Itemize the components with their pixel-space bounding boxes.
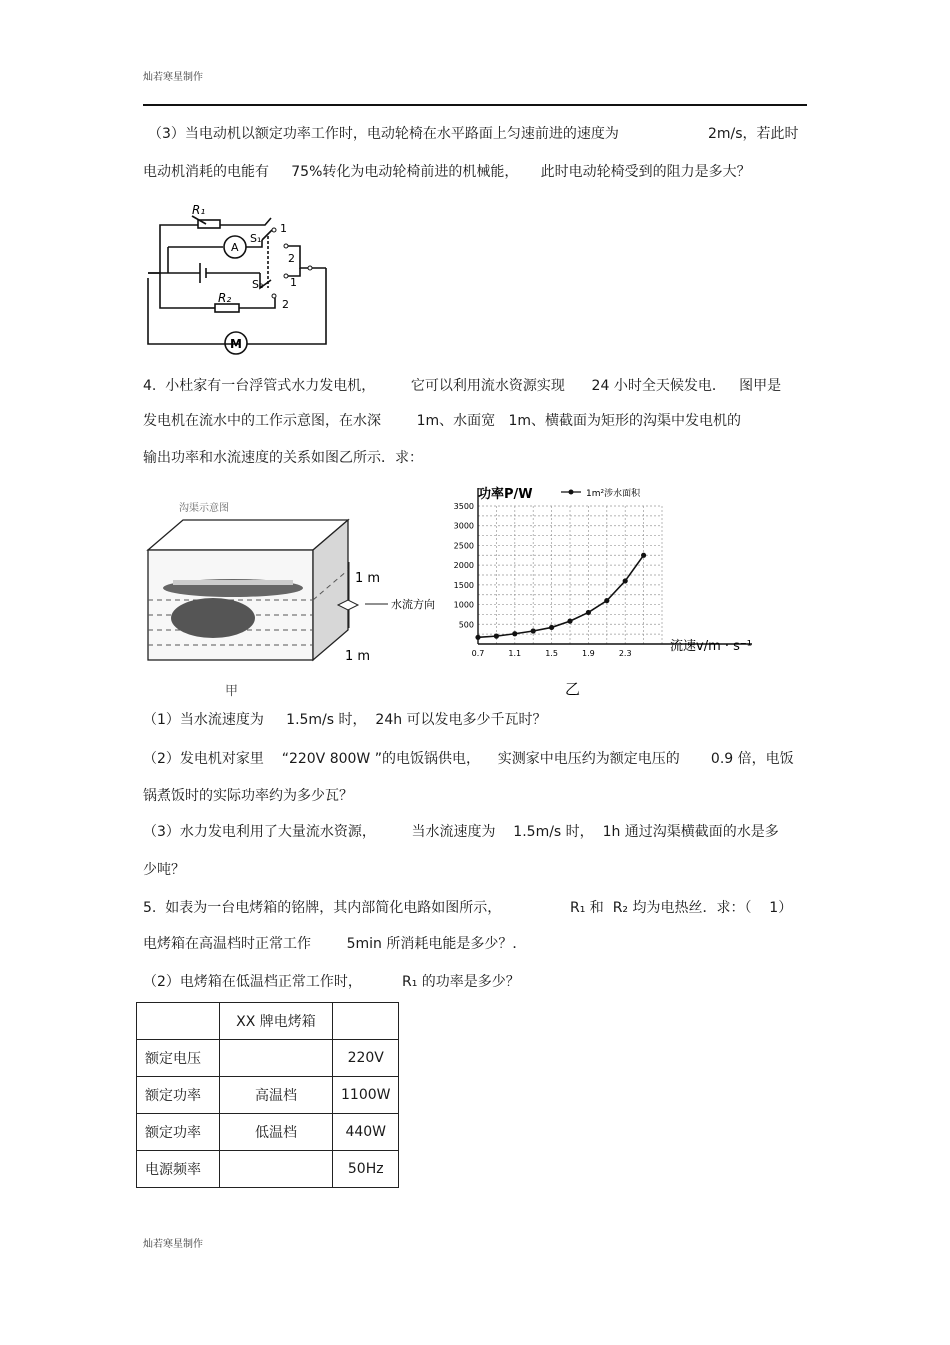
y-tick-label: 500 bbox=[458, 620, 474, 630]
table-row: 电源频率 50Hz bbox=[137, 1151, 399, 1188]
q5-line1b: R₁ 和 R₂ 均为电热丝．求：（ 1） bbox=[570, 900, 793, 916]
data-point bbox=[567, 619, 572, 624]
chart-caption: 乙 bbox=[565, 680, 581, 698]
figure-jia-caption: 甲 bbox=[225, 684, 239, 699]
page-header: 灿若寒星制作 bbox=[143, 72, 203, 83]
table-header-row bbox=[137, 1003, 399, 1040]
table-title: XX 牌电烤箱 bbox=[220, 1003, 333, 1040]
table-row: 额定功率 低温档 440W bbox=[137, 1114, 399, 1151]
data-point bbox=[549, 625, 554, 630]
label-pos-1b: 1 bbox=[290, 276, 297, 289]
q5-line2: 电烤箱在高温档时正常工作 5min 所消耗电能是多少？． bbox=[143, 936, 527, 952]
flow-label: 水流方向 bbox=[391, 598, 435, 611]
label-r2: R₂ bbox=[218, 291, 232, 305]
q4-sub1: （1）当水流速度为 1.5m/s 时， 24h 可以发电多少千瓦时？ bbox=[143, 712, 547, 728]
q3-line2: 电动机消耗的电能有 75%转化为电动轮椅前进的机械能， 此时电动轮椅受到的阻力是多大？ bbox=[143, 164, 751, 180]
series-line bbox=[478, 555, 644, 637]
depth-label: 1 m bbox=[355, 571, 381, 586]
x-tick-label: 1.9 bbox=[582, 649, 595, 658]
y-tick-label: 1500 bbox=[453, 580, 474, 590]
x-tick-label: 1.1 bbox=[508, 649, 522, 658]
y-tick-label: 3500 bbox=[453, 502, 474, 511]
label-pos-2c: 2 bbox=[282, 298, 289, 311]
label-pos-2a: 2 bbox=[288, 252, 295, 265]
q5-line3a: （2）电烤箱在低温档正常工作时， bbox=[143, 974, 362, 990]
table-row: 额定功率 高温档 1100W bbox=[137, 1077, 399, 1114]
power-chart bbox=[440, 484, 770, 700]
table-row: 额定电压 220V bbox=[137, 1040, 399, 1077]
y-tick-label: 1000 bbox=[453, 600, 474, 610]
label-s1: S₁ bbox=[250, 232, 262, 245]
label-r1: R₁ bbox=[192, 203, 206, 217]
q4-line3: 输出功率和水流速度的关系如图乙所示．求： bbox=[143, 450, 423, 466]
y-tick-label: 2000 bbox=[453, 561, 474, 571]
legend-label: 1m²涉水面积 bbox=[586, 489, 641, 499]
q3-line1-value: 2m/s，若此时 bbox=[708, 126, 799, 142]
q5-line1a: 5. 如表为一台电烤箱的铭牌，其内部简化电路如图所示， bbox=[143, 900, 502, 916]
nameplate-table bbox=[136, 1002, 399, 1188]
label-motor: M bbox=[230, 337, 242, 351]
data-point bbox=[641, 553, 646, 558]
chart-ylabel: 功率P/W bbox=[478, 487, 533, 502]
q4-sub3-line2: 少吨？ bbox=[143, 862, 185, 878]
data-point bbox=[494, 634, 499, 639]
x-tick-label: 0.7 bbox=[471, 649, 485, 658]
legend-marker bbox=[569, 490, 574, 495]
q5-line3b: R₁ 的功率是多少？ bbox=[402, 974, 520, 990]
resistor-r2 bbox=[215, 304, 239, 312]
data-point bbox=[531, 628, 536, 633]
page-footer: 灿若寒星制作 bbox=[143, 1239, 203, 1250]
figure-channel bbox=[143, 490, 443, 700]
label-s2: S₂ bbox=[252, 278, 264, 291]
chart-axes bbox=[478, 488, 752, 644]
data-point bbox=[586, 610, 591, 615]
y-tick-label: 3000 bbox=[453, 521, 474, 531]
data-point bbox=[604, 598, 609, 603]
q4-line1: 4. 小杜家有一台浮管式水力发电机， 它可以利用流水资源实现 24 小时全天候发电． 图甲是 bbox=[143, 378, 782, 394]
header-divider bbox=[143, 104, 807, 106]
y-tick-label: 2500 bbox=[453, 541, 474, 551]
data-point bbox=[623, 578, 628, 583]
x-tick-label: 1.5 bbox=[545, 649, 558, 658]
width-label: 1 m bbox=[345, 649, 371, 664]
chart-xlabel: 流速v/m · s⁻¹ bbox=[670, 639, 752, 654]
label-ammeter: A bbox=[231, 241, 239, 254]
circuit-diagram bbox=[140, 198, 340, 358]
series-points bbox=[475, 553, 646, 640]
x-tick-label: 2.3 bbox=[618, 649, 632, 658]
q4-sub3-line1: （3）水力发电利用了大量流水资源， 当水流速度为 1.5m/s 时， 1h 通过沟渠横截面的水是多 bbox=[143, 824, 779, 840]
q4-sub2-line2: 锅煮饭时的实际功率约为多少瓦？ bbox=[143, 788, 353, 804]
label-pos-1: 1 bbox=[280, 222, 287, 235]
figure-jia-title: 沟渠示意图 bbox=[179, 503, 229, 514]
data-point bbox=[475, 635, 480, 640]
data-point bbox=[512, 631, 517, 636]
q4-sub2-line1: （2）发电机对家里 “220V 800W ”的电饭锅供电， 实测家中电压约为额定电压的 0.9 倍，电饭 bbox=[143, 751, 794, 767]
q3-line1: （3）当电动机以额定功率工作时，电动轮椅在水平路面上匀速前进的速度为 bbox=[148, 126, 619, 142]
q4-line2: 发电机在流水中的工作示意图，在水深 1m、水面宽 1m、横截面为矩形的沟渠中发电机的 bbox=[143, 413, 742, 429]
